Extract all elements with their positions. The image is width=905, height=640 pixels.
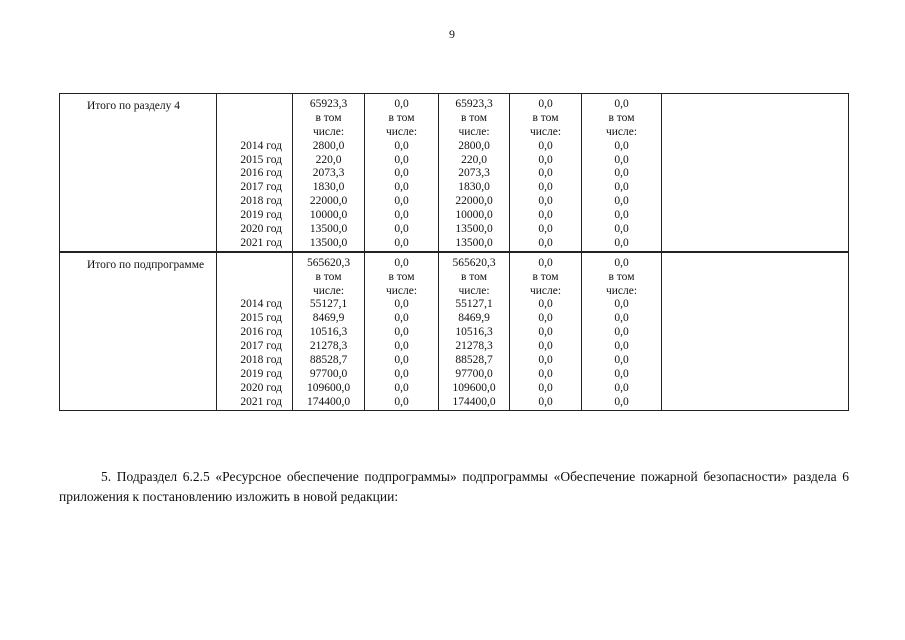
funding-value: 8469,9 xyxy=(458,312,490,325)
funding-cell xyxy=(510,252,582,410)
funding-value: числе: xyxy=(605,125,638,138)
year-label: 2019 год xyxy=(240,367,282,380)
funding-value: 55127,1 xyxy=(309,298,348,311)
funding-value: в том xyxy=(461,111,487,124)
section-label: Итого по разделу 4 xyxy=(60,94,217,252)
funding-value: числе: xyxy=(458,284,490,297)
funding-value: 2073,3 xyxy=(312,167,345,180)
funding-value: 97700,0 xyxy=(455,367,493,380)
year-label: 2014 год xyxy=(240,139,282,152)
funding-value: 0,0 xyxy=(614,195,629,208)
table-section-row xyxy=(60,252,849,410)
funding-value: в том xyxy=(388,111,415,124)
funding-value: 0,0 xyxy=(538,223,553,236)
funding-value: 0,0 xyxy=(394,209,409,222)
funding-value: числе: xyxy=(385,284,418,297)
funding-value: 0,0 xyxy=(394,367,409,380)
funding-value: 0,0 xyxy=(394,181,409,194)
funding-value: числе: xyxy=(312,125,345,138)
year-label: 2019 год xyxy=(240,209,282,222)
funding-value: 0,0 xyxy=(538,181,553,194)
funding-cell xyxy=(293,94,365,252)
funding-value: в том xyxy=(608,270,635,283)
funding-value: в том xyxy=(532,270,559,283)
funding-value: 0,0 xyxy=(394,395,409,408)
funding-value: 0,0 xyxy=(538,312,553,325)
funding-value: 88528,7 xyxy=(309,354,348,367)
funding-value: в том xyxy=(532,111,559,124)
years-cell xyxy=(217,94,293,252)
year-label: 2015 год xyxy=(240,153,282,166)
year-label: 2016 год xyxy=(240,326,282,339)
funding-value: 2800,0 xyxy=(312,139,345,152)
funding-cell xyxy=(293,252,365,410)
funding-value: 0,0 xyxy=(394,236,409,249)
funding-value: 8469,9 xyxy=(312,312,345,325)
funding-value: 13500,0 xyxy=(455,223,493,236)
funding-value: 0,0 xyxy=(538,139,553,152)
funding-value: 0,0 xyxy=(394,354,409,367)
funding-value: 0,0 xyxy=(394,340,409,353)
funding-value: 10000,0 xyxy=(455,209,493,222)
funding-value: 220,0 xyxy=(315,153,342,166)
funding-value: 21278,3 xyxy=(455,340,493,353)
year-label: 2021 год xyxy=(240,236,282,249)
instruction-paragraph: 5. Подраздел 6.2.5 «Ресурсное обеспечение подпрограммы» подпрограммы «Обеспечение пожарной безопасности» раздела 6 приложения к постановлению изложить в новой редакции: xyxy=(59,468,849,504)
funding-value: 10516,3 xyxy=(455,326,493,339)
funding-value: 97700,0 xyxy=(309,367,348,380)
empty-cell xyxy=(662,94,849,252)
funding-value: 0,0 xyxy=(538,340,553,353)
funding-value: 22000,0 xyxy=(455,195,493,208)
year-label: 2021 год xyxy=(240,395,282,408)
year-label: 2016 год xyxy=(240,167,282,180)
funding-cell xyxy=(439,94,510,252)
funding-value: 0,0 xyxy=(614,340,629,353)
funding-value: 10516,3 xyxy=(309,326,348,339)
page-number: 9 xyxy=(449,27,455,41)
funding-value: 0,0 xyxy=(614,367,629,380)
funding-cell xyxy=(365,252,439,410)
funding-value: в том xyxy=(315,270,342,283)
funding-value: 0,0 xyxy=(538,98,553,110)
funding-value: 0,0 xyxy=(394,195,409,208)
funding-cell xyxy=(439,252,510,410)
funding-value: числе: xyxy=(529,284,562,297)
funding-value: 22000,0 xyxy=(309,195,348,208)
funding-cell xyxy=(582,94,662,252)
funding-value: 0,0 xyxy=(538,298,553,311)
funding-value: 0,0 xyxy=(538,167,553,180)
funding-value: 13500,0 xyxy=(309,223,348,236)
funding-value: числе: xyxy=(312,284,345,297)
funding-value: 0,0 xyxy=(394,139,409,152)
year-label: 2020 год xyxy=(240,223,282,236)
funding-value: в том xyxy=(315,111,342,124)
year-label: 2020 год xyxy=(240,381,282,394)
funding-value: числе: xyxy=(529,125,562,138)
funding-value: 0,0 xyxy=(538,209,553,222)
year-label: 2018 год xyxy=(240,195,282,208)
funding-value: 0,0 xyxy=(614,298,629,311)
resource-table xyxy=(59,93,849,411)
funding-value: 0,0 xyxy=(394,153,409,166)
year-label: 2017 год xyxy=(240,340,282,353)
year-label: 2015 год xyxy=(240,312,282,325)
funding-value: 0,0 xyxy=(394,223,409,236)
funding-value: 0,0 xyxy=(394,98,409,110)
funding-value: 220,0 xyxy=(461,153,487,166)
funding-cell xyxy=(510,94,582,252)
funding-value: 0,0 xyxy=(538,367,553,380)
funding-value: 0,0 xyxy=(394,256,409,269)
funding-value: 13500,0 xyxy=(309,236,348,249)
funding-value: числе: xyxy=(605,284,638,297)
funding-value: 0,0 xyxy=(614,181,629,194)
funding-value: 21278,3 xyxy=(309,340,348,353)
funding-value: 2800,0 xyxy=(458,139,490,152)
funding-value: 174400,0 xyxy=(306,395,351,408)
funding-value: 0,0 xyxy=(394,167,409,180)
funding-value: 565620,3 xyxy=(306,256,351,269)
funding-value: 13500,0 xyxy=(455,236,493,249)
funding-value: 0,0 xyxy=(538,381,553,394)
funding-value: 0,0 xyxy=(394,312,409,325)
funding-value: 0,0 xyxy=(614,354,629,367)
funding-cell xyxy=(365,94,439,252)
years-cell xyxy=(217,252,293,410)
year-label: 2014 год xyxy=(240,298,282,311)
funding-value: в том xyxy=(608,111,635,124)
funding-value: 0,0 xyxy=(614,236,629,249)
funding-value: 0,0 xyxy=(538,256,553,269)
funding-value: 1830,0 xyxy=(312,181,345,194)
funding-value: 0,0 xyxy=(394,326,409,339)
funding-value: 565620,3 xyxy=(452,256,496,269)
funding-value: 55127,1 xyxy=(455,298,493,311)
funding-value: 1830,0 xyxy=(458,181,490,194)
funding-value: 0,0 xyxy=(614,395,629,408)
funding-value: 174400,0 xyxy=(452,395,496,408)
funding-value: 0,0 xyxy=(614,209,629,222)
funding-value: числе: xyxy=(385,125,418,138)
funding-value: 0,0 xyxy=(614,312,629,325)
funding-value: 0,0 xyxy=(538,153,553,166)
funding-cell xyxy=(582,252,662,410)
empty-cell xyxy=(662,252,849,410)
funding-value: 0,0 xyxy=(394,381,409,394)
funding-value: 2073,3 xyxy=(458,167,490,180)
funding-value: 65923,3 xyxy=(455,98,493,110)
funding-value: 109600,0 xyxy=(452,381,496,394)
funding-value: 65923,3 xyxy=(309,98,348,110)
table-section-row xyxy=(60,94,849,252)
funding-value: 0,0 xyxy=(614,223,629,236)
section-label: Итого по подпрограмме xyxy=(60,252,217,410)
funding-value: 0,0 xyxy=(538,395,553,408)
funding-value: числе: xyxy=(458,125,490,138)
funding-value: 0,0 xyxy=(538,236,553,249)
funding-value: 0,0 xyxy=(614,256,629,269)
funding-value: 0,0 xyxy=(614,326,629,339)
funding-value: 88528,7 xyxy=(455,354,493,367)
funding-value: 10000,0 xyxy=(309,209,348,222)
funding-value: в том xyxy=(388,270,415,283)
year-label: 2017 год xyxy=(240,181,282,194)
funding-value: 0,0 xyxy=(614,381,629,394)
funding-value: в том xyxy=(461,270,487,283)
year-label: 2018 год xyxy=(240,354,282,367)
funding-value: 0,0 xyxy=(394,298,409,311)
funding-value: 0,0 xyxy=(614,139,629,152)
funding-value: 0,0 xyxy=(614,98,629,110)
funding-value: 0,0 xyxy=(538,354,553,367)
funding-value: 0,0 xyxy=(614,167,629,180)
funding-value: 0,0 xyxy=(538,195,553,208)
funding-value: 109600,0 xyxy=(306,381,351,394)
funding-value: 0,0 xyxy=(538,326,553,339)
funding-value: 0,0 xyxy=(614,153,629,166)
